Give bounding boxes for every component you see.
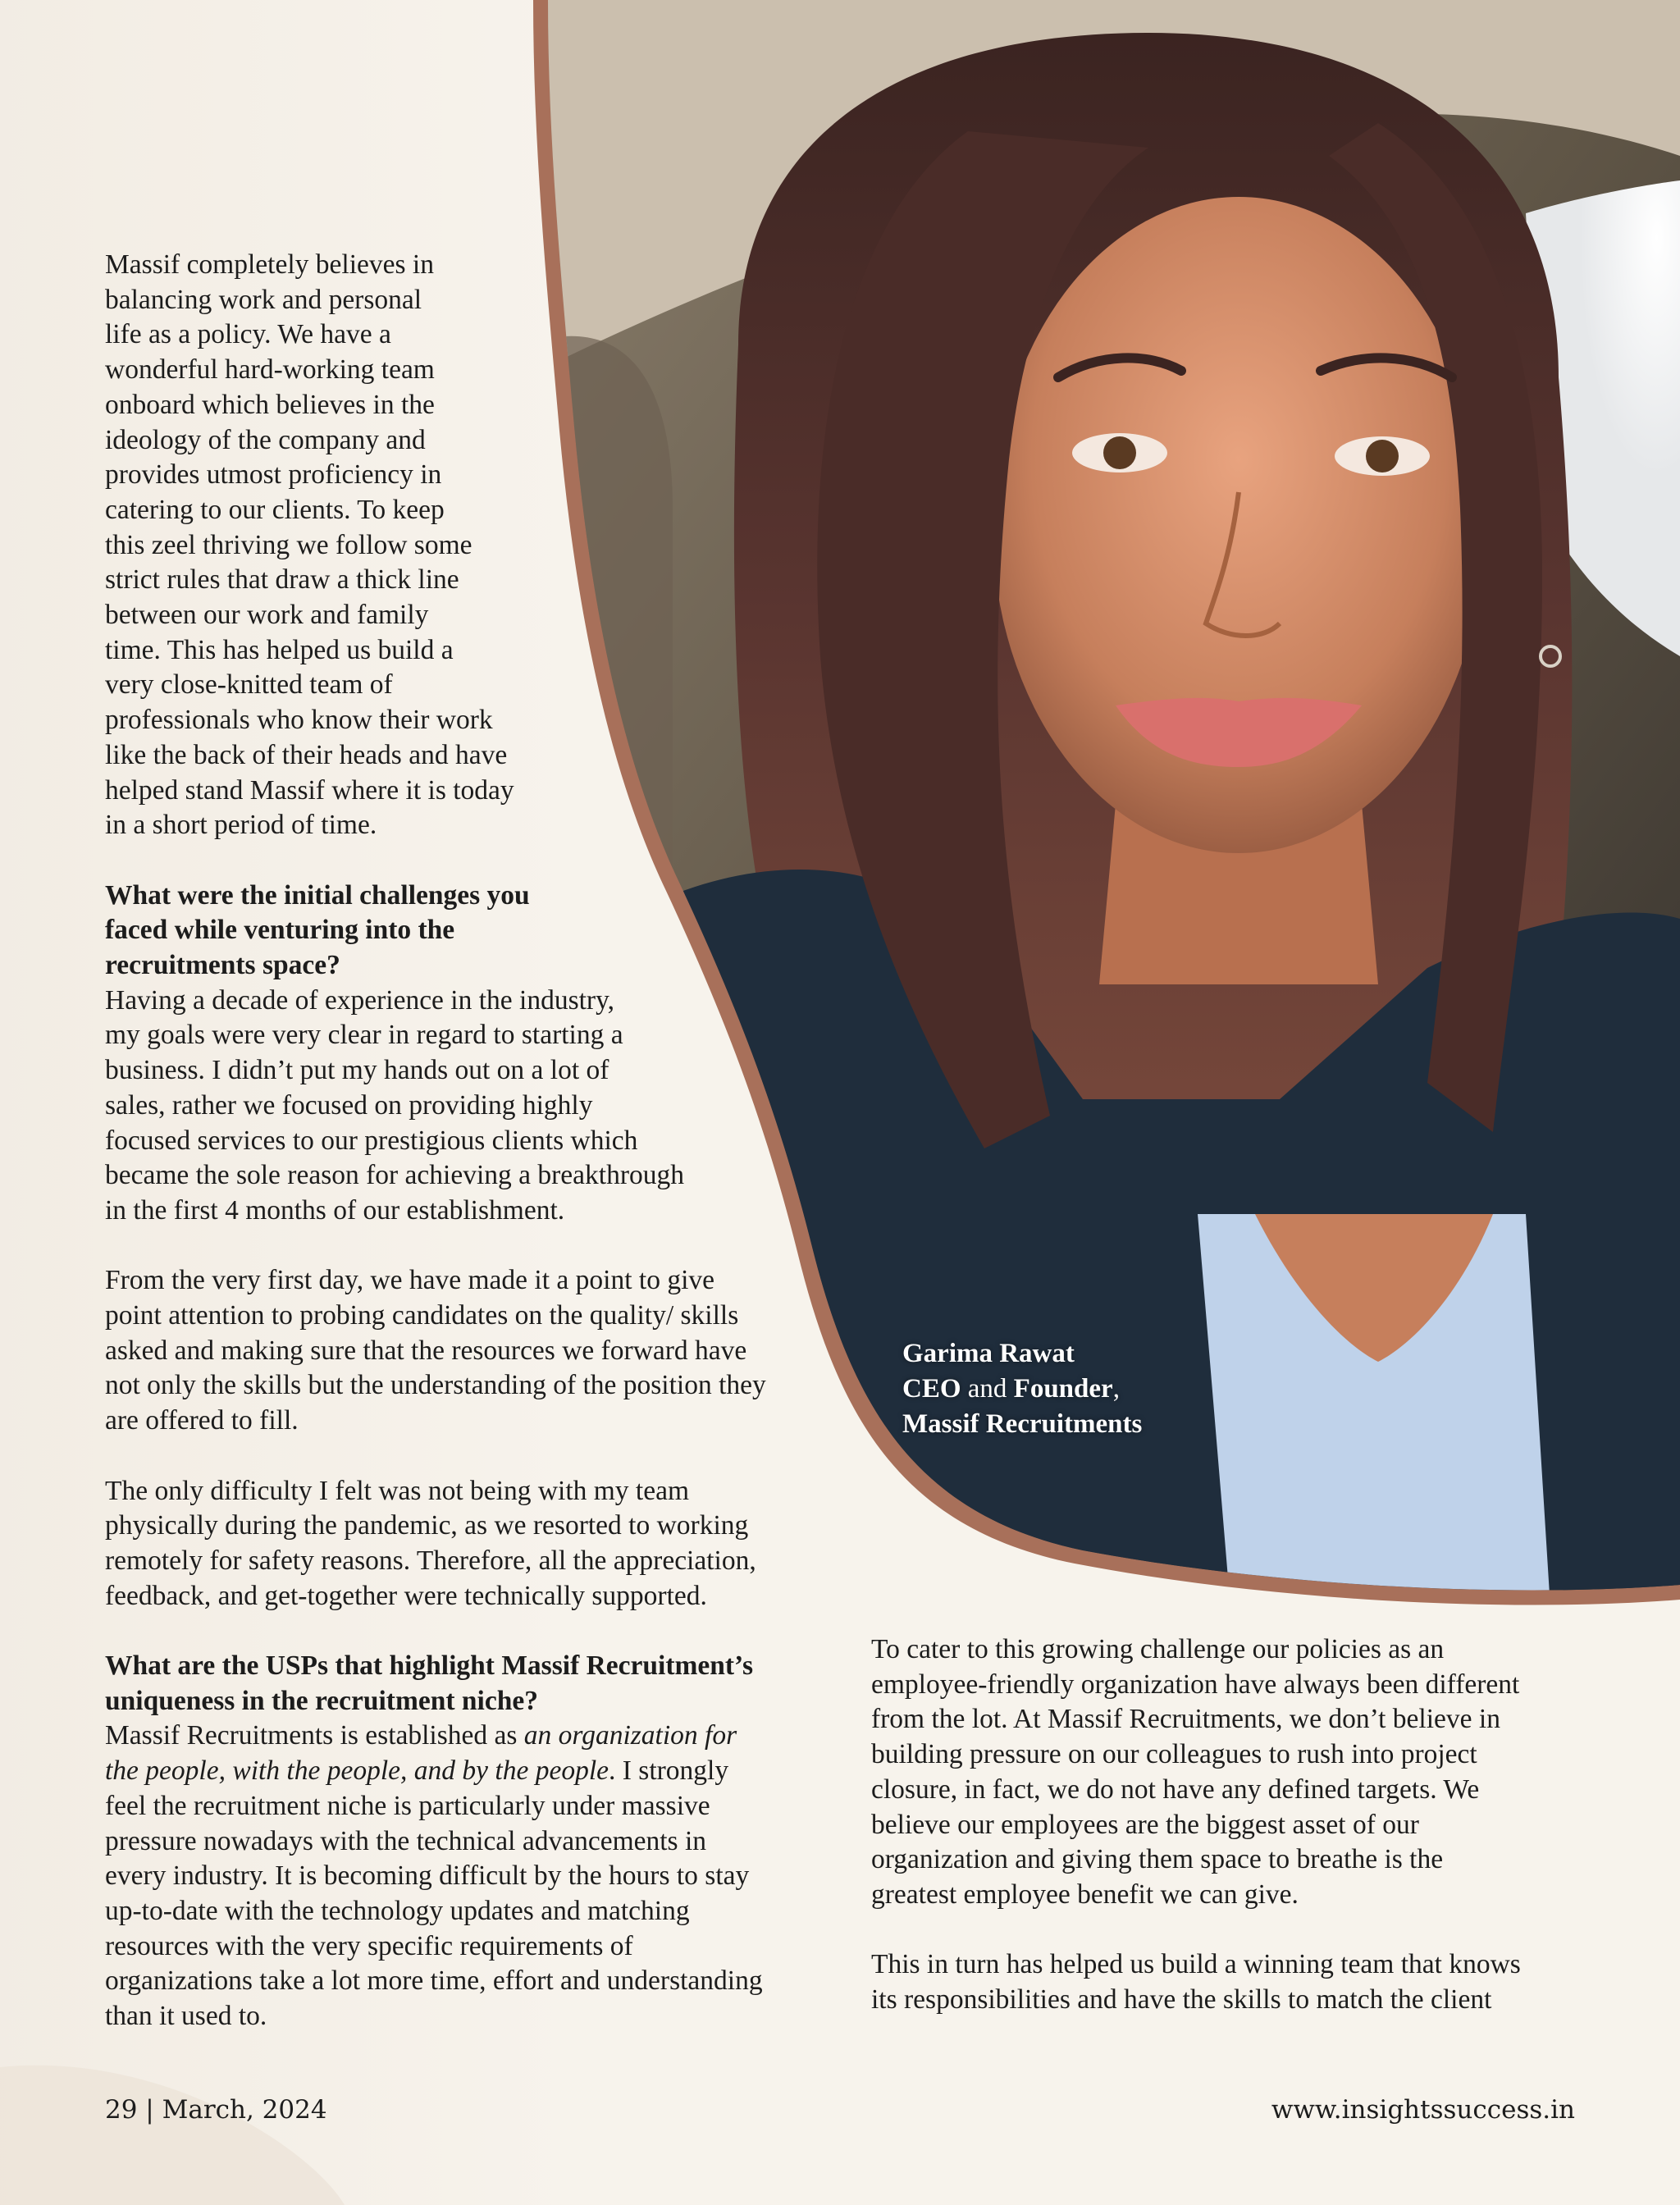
text-line: strict rules that draw a thick line — [105, 564, 459, 596]
left-column — [105, 248, 827, 2034]
answer-usps-italic-2: the people, with the people, and by the people — [105, 1755, 609, 1787]
text-line: in a short period of time. — [105, 810, 377, 841]
answer-usps-italic-1: an organization for — [523, 1720, 737, 1751]
text-line: from the lot. At Massif Recruitments, we don’t believe in — [871, 1704, 1500, 1735]
text-line: point attention to probing candidates on the quality/ skills — [105, 1300, 739, 1331]
question-line: recruitments space? — [105, 950, 340, 981]
footer-website[interactable]: www.insightssuccess.in — [1271, 2095, 1575, 2125]
question-line: What are the USPs that highlight Massif Recruitment’s — [105, 1650, 753, 1682]
text-line: closure, in fact, we do not have any defined targets. We — [871, 1774, 1480, 1805]
text-line: time. This has helped us build a — [105, 634, 454, 665]
text-line: To cater to this growing challenge our policies as an — [871, 1634, 1445, 1664]
text-line: feedback, and get-together were technically supported. — [105, 1580, 707, 1611]
text-line: between our work and family — [105, 600, 429, 631]
text-line: catering to our clients. To keep — [105, 494, 445, 525]
right-column — [871, 1632, 1593, 2018]
answer-usps — [105, 1719, 827, 2034]
text-line: balancing work and personal — [105, 284, 422, 315]
text-line: very close-knitted team of — [105, 669, 393, 701]
text-line: feel the recruitment niche is particularly under massive — [105, 1790, 710, 1821]
caption-title — [902, 1372, 1142, 1407]
text-line: believe our employees are the biggest asset of our — [871, 1809, 1419, 1840]
text-line: my goals were very clear in regard to starting a — [105, 1020, 623, 1051]
text-line: focused services to our prestigious clients which — [105, 1125, 638, 1156]
text-line: its responsibilities and have the skills to match the client — [871, 1984, 1492, 2016]
text-line: in the first 4 months of our establishment. — [105, 1194, 565, 1226]
text-line: organizations take a lot more time, effort and understanding — [105, 1965, 763, 1997]
text-line: provides utmost proficiency in — [105, 459, 442, 491]
question-line: What were the initial challenges you — [105, 879, 530, 911]
question-line: faced while venturing into the — [105, 915, 455, 946]
text-line: professionals who know their work — [105, 705, 493, 736]
right-paragraph-2 — [871, 1947, 1593, 2017]
question-initial-challenges — [105, 879, 827, 984]
text-line: The only difficulty I felt was not being with my team — [105, 1475, 690, 1506]
text-line: helped stand Massif where it is today — [105, 774, 514, 806]
text-line: sales, rather we focused on providing highly — [105, 1089, 593, 1121]
right-paragraph-1 — [871, 1632, 1593, 1913]
text-line: are offered to fill. — [105, 1405, 299, 1436]
text-line: became the sole reason for achieving a breakthrough — [105, 1160, 684, 1191]
text-line: employee-friendly organization have always been different — [871, 1669, 1520, 1700]
text-line: pressure nowadays with the technical advancements in — [105, 1825, 707, 1856]
text-line: resources with the very specific requirements of — [105, 1930, 633, 1961]
text-line: not only the skills but the understanding of the position they — [105, 1370, 766, 1401]
photo-caption — [902, 1336, 1142, 1442]
question-usps — [105, 1649, 827, 1719]
answer-initial-challenges-p1 — [105, 984, 827, 1229]
text-line: than it used to. — [105, 2001, 267, 2032]
text-line: building pressure on our colleagues to rush into project — [871, 1739, 1477, 1770]
answer-initial-challenges-p2 — [105, 1263, 827, 1439]
footer-page-issue: 29 | March, 2024 — [105, 2095, 327, 2125]
text-line: like the back of their heads and have — [105, 739, 508, 770]
text-line: up-to-date with the technology updates and matching — [105, 1895, 690, 1926]
text-line: Having a decade of experience in the industry, — [105, 984, 615, 1016]
caption-title-ceo: CEO — [902, 1374, 961, 1404]
caption-title-and: and — [961, 1374, 1014, 1404]
text-line: remotely for safety reasons. Therefore, all the appreciation, — [105, 1545, 756, 1576]
caption-title-comma: , — [1112, 1374, 1120, 1404]
caption-title-founder: Founder — [1013, 1374, 1113, 1404]
question-line: uniqueness in the recruitment niche? — [105, 1685, 538, 1716]
text-line: life as a policy. We have a — [105, 319, 391, 350]
text-line: From the very first day, we have made it a point to give — [105, 1265, 715, 1296]
caption-company: Massif Recruitments — [902, 1409, 1143, 1439]
caption-name: Garima Rawat — [902, 1339, 1075, 1368]
text-line: greatest employee benefit we can give. — [871, 1879, 1299, 1910]
text-line: wonderful hard-working team — [105, 354, 435, 386]
answer-usps-lead: Massif Recruitments is established as — [105, 1720, 524, 1751]
text-line: ideology of the company and — [105, 424, 426, 455]
text-line: physically during the pandemic, as we resorted to working — [105, 1510, 749, 1541]
answer-usps-cont: . I strongly — [609, 1755, 729, 1787]
text-line: business. I didn’t put my hands out on a lot of — [105, 1055, 609, 1086]
text-line: this zeel thriving we follow some — [105, 529, 472, 560]
text-line: organization and giving them space to breathe is the — [871, 1844, 1444, 1875]
intro-paragraph — [105, 248, 827, 843]
answer-initial-challenges-p3 — [105, 1474, 827, 1614]
text-line: onboard which believes in the — [105, 389, 435, 420]
text-line: This in turn has helped us build a winning team that knows — [871, 1949, 1521, 1980]
text-line: every industry. It is becoming difficult by the hours to stay — [105, 1860, 750, 1892]
text-line: asked and making sure that the resources we forward have — [105, 1335, 747, 1366]
text-line: Massif completely believes in — [105, 249, 434, 280]
